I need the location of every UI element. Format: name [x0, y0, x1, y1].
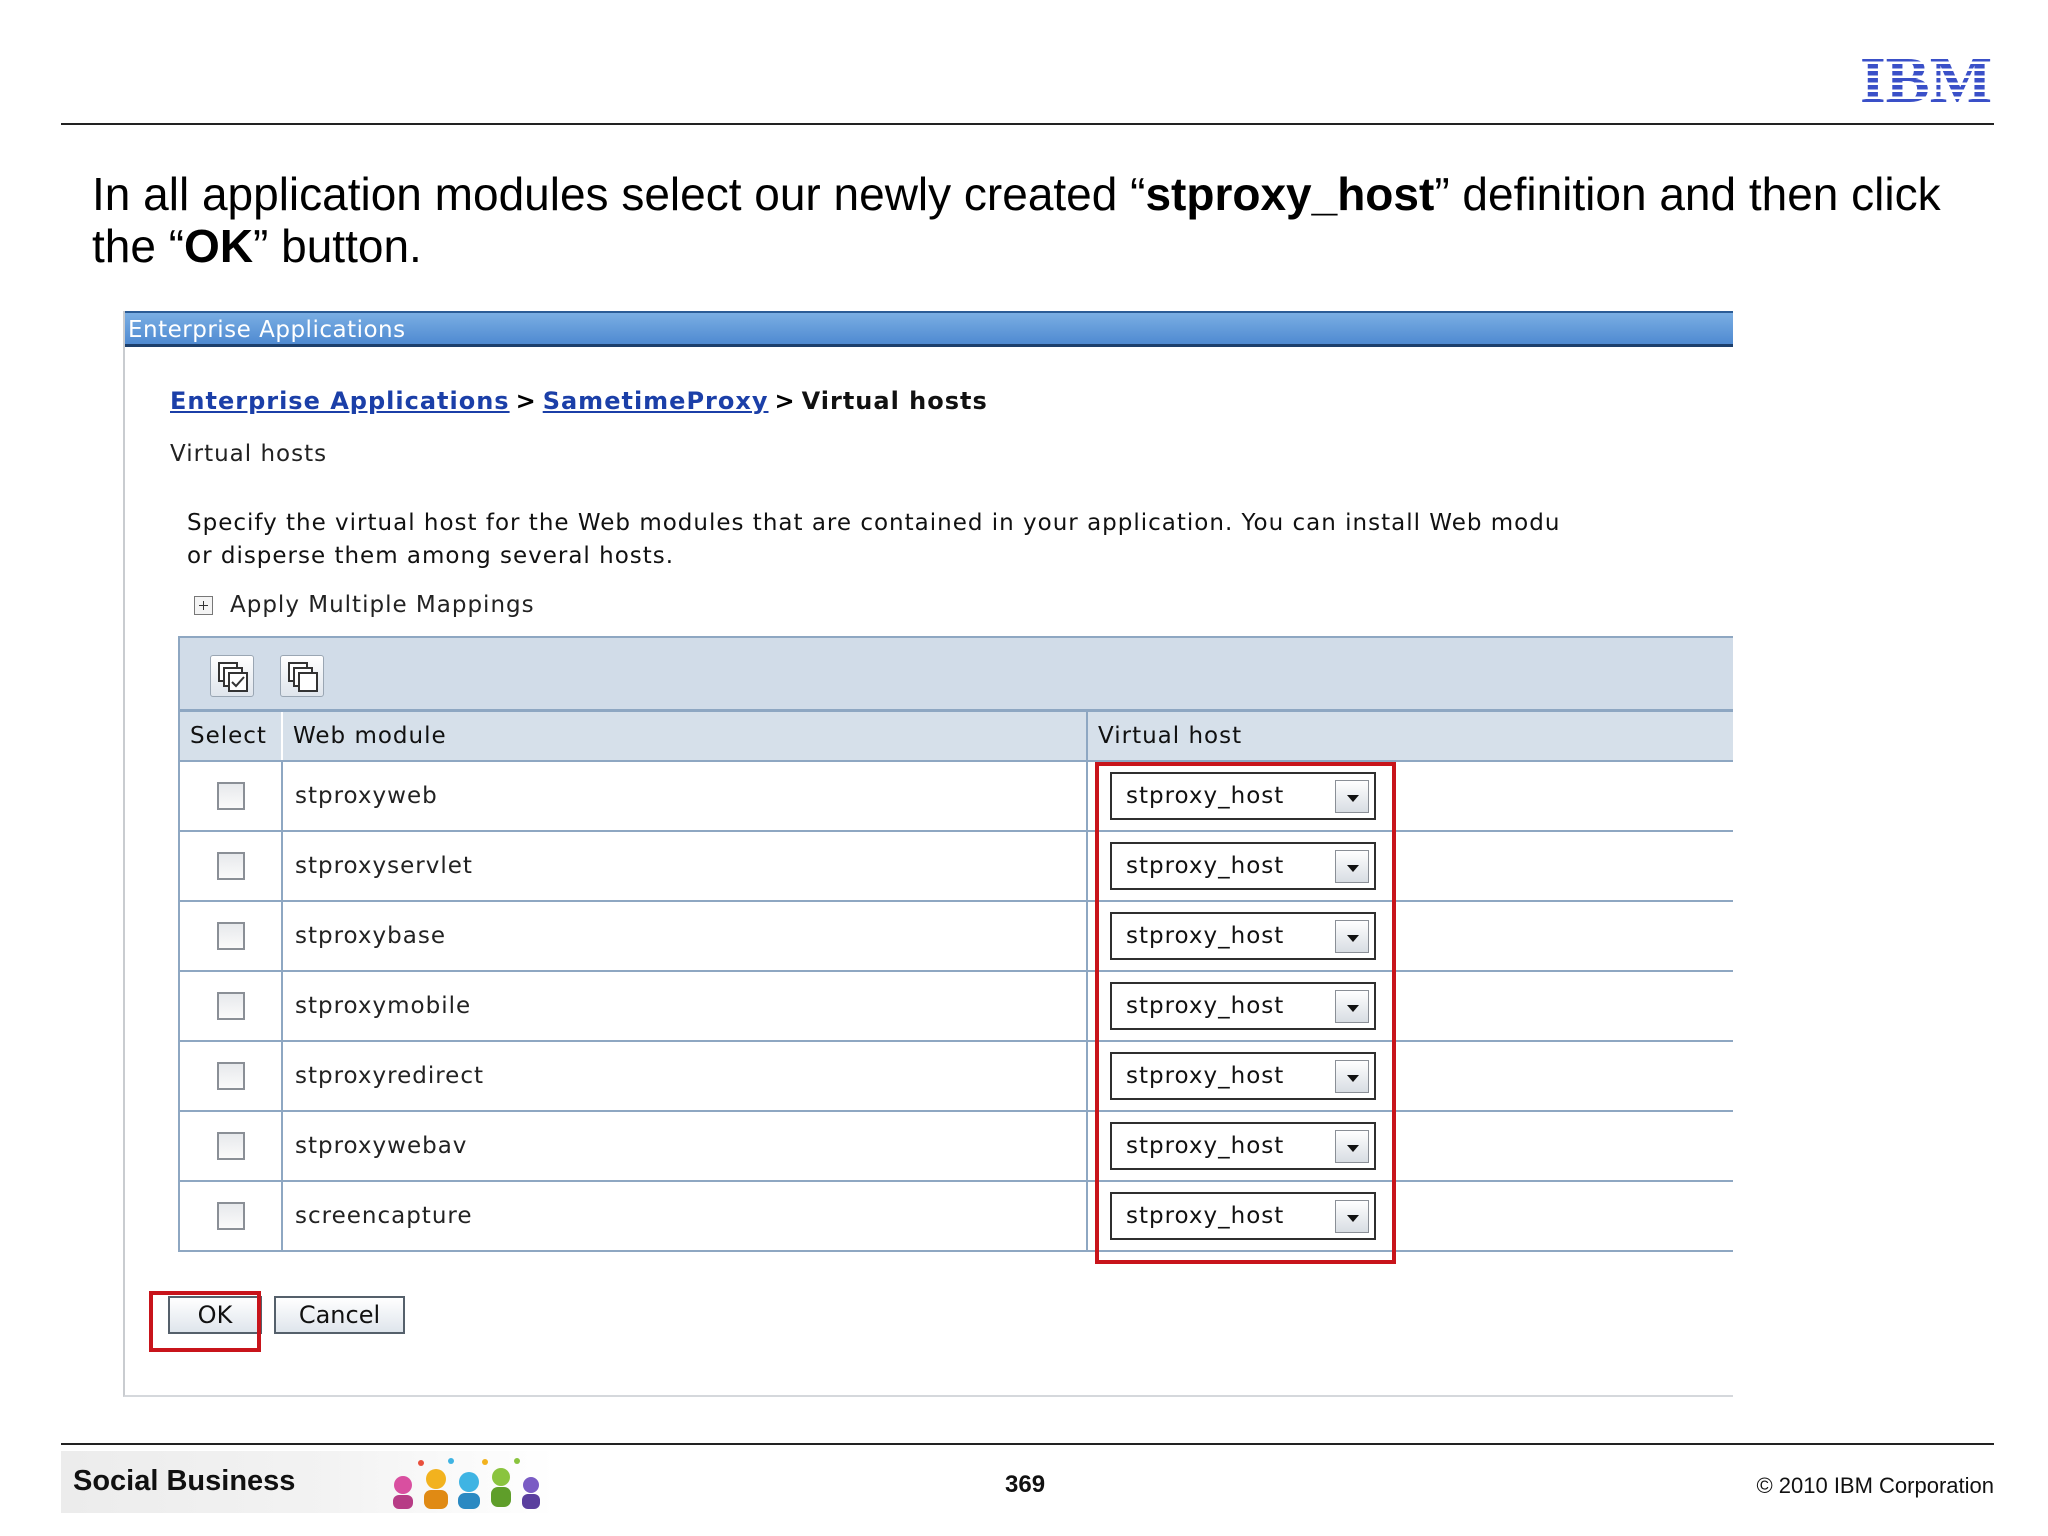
- virtual-host-select[interactable]: stproxy_host: [1110, 1052, 1376, 1100]
- dropdown-arrow-icon[interactable]: [1335, 990, 1369, 1023]
- dropdown-arrow-icon[interactable]: [1335, 850, 1369, 883]
- header-rule: [61, 123, 1994, 125]
- breadcrumb: [170, 387, 988, 415]
- dropdown-arrow-icon[interactable]: [1335, 1130, 1369, 1163]
- people-illustration-icon: [381, 1455, 551, 1511]
- web-module-name: stproxyredirect: [283, 1042, 1088, 1110]
- row-select-checkbox[interactable]: [217, 782, 245, 810]
- web-module-name: stproxyweb: [283, 762, 1088, 830]
- row-select-checkbox[interactable]: [217, 992, 245, 1020]
- page-subtitle: Virtual hosts: [170, 441, 328, 467]
- breadcrumb-link-sametimeproxy[interactable]: SametimeProxy: [542, 387, 769, 415]
- dropdown-arrow-icon[interactable]: [1335, 780, 1369, 813]
- virtual-host-select[interactable]: stproxy_host: [1110, 912, 1376, 960]
- panel-title: Enterprise Applications: [128, 317, 406, 343]
- ok-button[interactable]: OK: [168, 1296, 262, 1334]
- virtual-host-select[interactable]: stproxy_host: [1110, 772, 1376, 820]
- footer-brand: Social Business: [73, 1465, 296, 1497]
- row-select-checkbox[interactable]: [217, 1202, 245, 1230]
- virtual-host-select[interactable]: stproxy_host: [1110, 1122, 1376, 1170]
- table-row: [180, 762, 1733, 832]
- apply-multiple-mappings-label: Apply Multiple Mappings: [230, 592, 535, 618]
- row-select-checkbox[interactable]: [217, 852, 245, 880]
- table-row: [180, 902, 1733, 972]
- footer-rule: [61, 1443, 1994, 1445]
- deselect-all-icon: [287, 661, 319, 693]
- web-module-name: stproxybase: [283, 902, 1088, 970]
- column-header-virtual-host: Virtual host: [1088, 712, 1733, 760]
- select-all-button[interactable]: [210, 655, 254, 697]
- svg-text:IBM: IBM: [1860, 50, 1992, 106]
- table-row: [180, 832, 1733, 902]
- cancel-button[interactable]: Cancel: [274, 1296, 405, 1334]
- panel-title-bar: [125, 311, 1733, 347]
- ibm-logo: [1859, 50, 1994, 106]
- web-module-name: stproxyservlet: [283, 832, 1088, 900]
- table-row: [180, 972, 1733, 1042]
- column-header-web-module: Web module: [283, 712, 1088, 760]
- virtual-host-select[interactable]: stproxy_host: [1110, 842, 1376, 890]
- row-select-checkbox[interactable]: [217, 1132, 245, 1160]
- virtual-host-select[interactable]: stproxy_host: [1110, 982, 1376, 1030]
- breadcrumb-link-enterprise-applications[interactable]: Enterprise Applications: [170, 387, 510, 415]
- row-select-checkbox[interactable]: [217, 922, 245, 950]
- virtual-host-select[interactable]: stproxy_host: [1110, 1192, 1376, 1240]
- table-row: [180, 1042, 1733, 1112]
- dropdown-arrow-icon[interactable]: [1335, 920, 1369, 953]
- table-row: [180, 1112, 1733, 1182]
- expand-plus-icon[interactable]: [194, 596, 213, 615]
- web-module-name: stproxywebav: [283, 1112, 1088, 1180]
- web-module-name: screencapture: [283, 1182, 1088, 1250]
- page-number: 369: [1005, 1471, 1046, 1498]
- select-all-icon: [217, 661, 249, 693]
- social-business-banner: [61, 1451, 555, 1513]
- enterprise-applications-panel: [123, 311, 1733, 1397]
- breadcrumb-current: Virtual hosts: [801, 387, 988, 415]
- dropdown-arrow-icon[interactable]: [1335, 1200, 1369, 1233]
- dropdown-arrow-icon[interactable]: [1335, 1060, 1369, 1093]
- table-header: [180, 712, 1733, 762]
- web-module-name: stproxymobile: [283, 972, 1088, 1040]
- column-header-select: Select: [180, 712, 283, 760]
- table-toolbar: [180, 636, 1733, 712]
- apply-multiple-mappings-toggle[interactable]: [194, 592, 535, 618]
- copyright: © 2010 IBM Corporation: [1756, 1473, 1994, 1498]
- breadcrumb-separator: >: [774, 387, 796, 415]
- slide-instruction: In all application modules select our newly created “stproxy_host” definition and then click the “OK” button.: [92, 168, 1941, 272]
- table-row: [180, 1182, 1733, 1252]
- breadcrumb-separator: >: [515, 387, 537, 415]
- form-buttons: [162, 1296, 405, 1334]
- page-description: Specify the virtual host for the Web modules that are contained in your application. You can install Web modu or disperse them among several hosts.: [187, 510, 1561, 569]
- row-select-checkbox[interactable]: [217, 1062, 245, 1090]
- deselect-all-button[interactable]: [280, 655, 324, 697]
- virtual-hosts-table: [178, 636, 1733, 1252]
